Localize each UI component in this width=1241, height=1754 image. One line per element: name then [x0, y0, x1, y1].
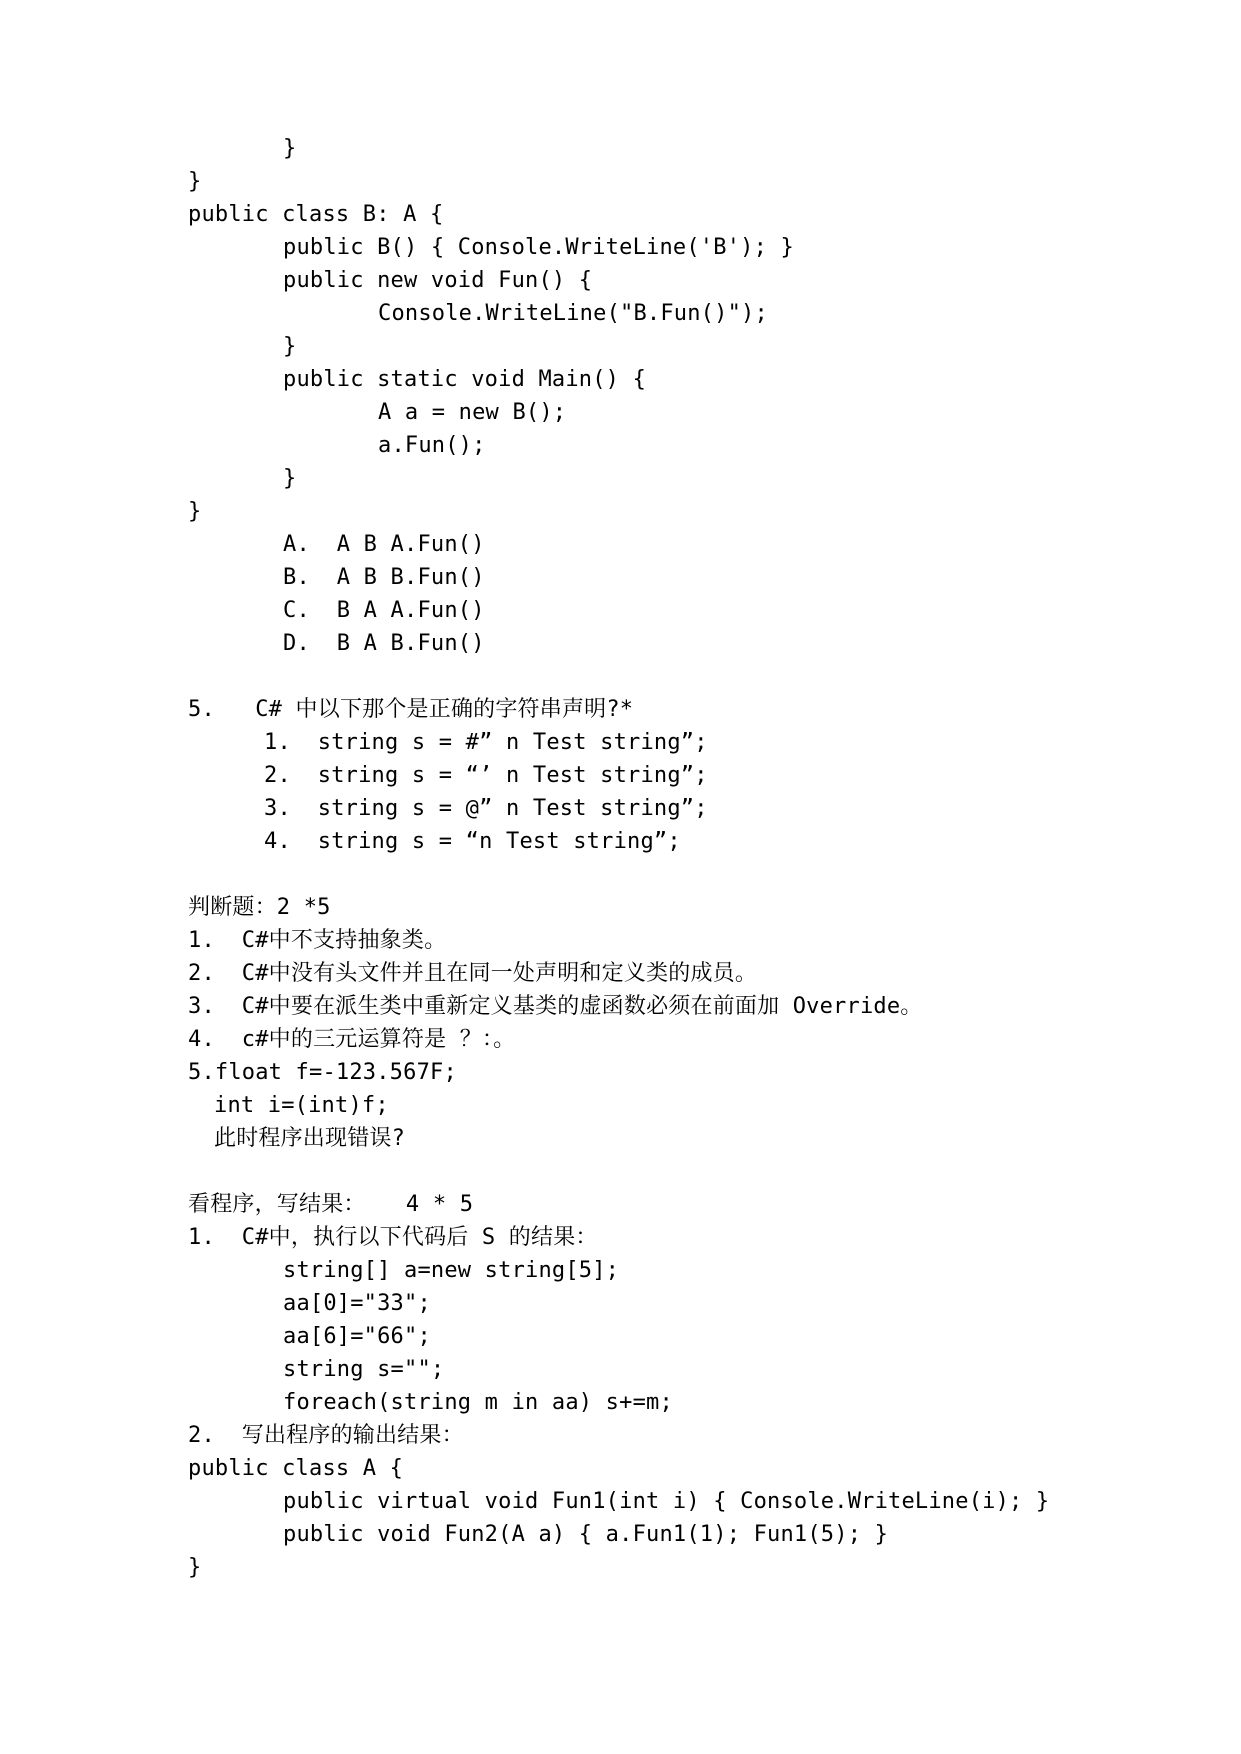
document-line: }	[188, 1555, 202, 1580]
document-line: 2. C#中没有头文件并且在同一处声明和定义类的成员。	[188, 961, 758, 986]
document-line: 3. C#中要在派生类中重新定义基类的虚函数必须在前面加 Override。	[188, 994, 923, 1019]
document-line: public B() { Console.WriteLine('B'); }	[283, 235, 794, 260]
document-line: 4. c#中的三元运算符是 ？：。	[188, 1027, 516, 1052]
document-line: A. A B A.Fun()	[283, 532, 485, 557]
document-line: a.Fun();	[378, 433, 486, 458]
document-line: A a = new B();	[378, 400, 567, 425]
document-line: D. B A B.Fun()	[283, 631, 485, 656]
document-line: }	[283, 334, 297, 359]
document-line: 此时程序出现错误?	[214, 1126, 406, 1151]
document-line: 2. 写出程序的输出结果：	[188, 1423, 464, 1448]
document-line: }	[283, 136, 297, 161]
document-line: public new void Fun() {	[283, 268, 593, 293]
document-line: public class A {	[188, 1456, 404, 1481]
document-line: 1. C#中不支持抽象类。	[188, 928, 447, 953]
document-line: string s="";	[283, 1357, 445, 1382]
document-line: 1. C#中，执行以下代码后 S 的结果：	[188, 1225, 598, 1250]
document-line: }	[188, 499, 202, 524]
document-line: aa[6]="66";	[283, 1324, 431, 1349]
document-line: }	[283, 466, 297, 491]
document-line: }	[188, 169, 202, 194]
document-line: foreach(string m in aa) s+=m;	[283, 1390, 673, 1415]
document-line: 判断题：2 *5	[188, 895, 331, 920]
document-line: public void Fun2(A a) { a.Fun1(1); Fun1(5); }	[283, 1522, 889, 1547]
document-line: 1. string s = #” n Test string”;	[264, 730, 708, 755]
document-line: 5. C# 中以下那个是正确的字符串声明?*	[188, 697, 634, 722]
document-line: 4. string s = “n Test string”;	[264, 829, 681, 854]
document-line: 2. string s = “’ n Test string”;	[264, 763, 708, 788]
document-line: int i=(int)f;	[214, 1093, 389, 1118]
document-line: public class B: A {	[188, 202, 444, 227]
document-line: 看程序，写结果： 4 * 5	[188, 1192, 474, 1217]
document-line: B. A B B.Fun()	[283, 565, 485, 590]
document-line: C. B A A.Fun()	[283, 598, 485, 623]
document-line: 3. string s = @” n Test string”;	[264, 796, 708, 821]
document-line: string[] a=new string[5];	[283, 1258, 620, 1283]
document-line: Console.WriteLine("B.Fun()");	[378, 301, 768, 326]
document-line: aa[0]="33";	[283, 1291, 431, 1316]
document-line: 5.float f=-123.567F;	[188, 1060, 457, 1085]
document-line: public virtual void Fun1(int i) { Console.WriteLine(i); }	[283, 1489, 1050, 1514]
document-line: public static void Main() {	[283, 367, 647, 392]
